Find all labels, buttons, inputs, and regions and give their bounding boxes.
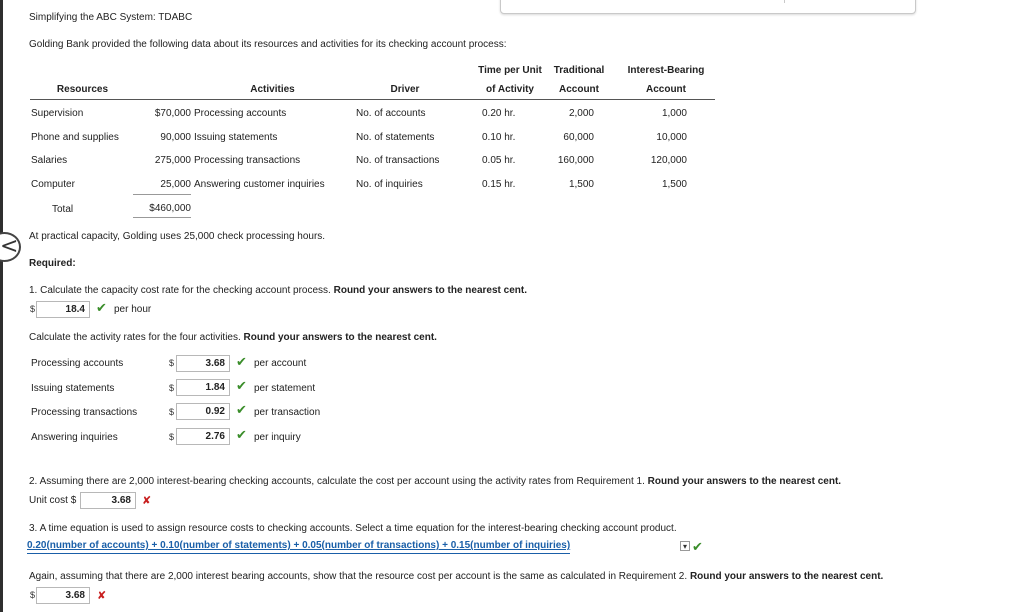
table-row-driver: No. of inquiries — [356, 179, 423, 190]
correct-check-icon: ✔ — [96, 301, 107, 316]
table-row-time: 0.15 hr. — [482, 179, 516, 190]
table-row-resource: Phone and supplies — [31, 132, 119, 143]
header-driver: Driver — [390, 84, 420, 95]
correct-check-icon: ✔ — [236, 379, 247, 394]
correct-check-icon: ✔ — [692, 540, 703, 555]
table-row-traditional: 1,500 — [568, 179, 594, 190]
rate-input-processing-accounts[interactable]: 3.68 — [176, 355, 230, 372]
table-row-traditional: 160,000 — [557, 155, 594, 166]
total-label: Total — [52, 204, 74, 215]
table-row-interest: 1,000 — [661, 108, 687, 119]
table-row-traditional: 2,000 — [568, 108, 594, 119]
table-row-amount: 275,000 — [154, 155, 191, 166]
time-equation-select[interactable]: 0.20(number of accounts) + 0.10(number of statements) + 0.05(number of transactions) + 0.15(number of inquiries) — [27, 540, 570, 554]
capacity-rate-input[interactable]: 18.4 — [36, 301, 90, 318]
table-row-amount: 25,000 — [160, 179, 191, 190]
header-traditional-line2: Account — [559, 84, 599, 95]
rate-currency: $ — [169, 383, 175, 393]
table-row-interest: 120,000 — [650, 155, 687, 166]
q2-label: Unit cost $ — [29, 495, 77, 506]
table-row-activity: Processing transactions — [194, 155, 301, 166]
capacity-note: At practical capacity, Golding uses 25,000 check processing hours. — [29, 231, 326, 242]
resource-cost-input[interactable]: 3.68 — [36, 587, 90, 604]
table-row-activity: Issuing statements — [194, 132, 278, 143]
left-window-edge — [0, 0, 3, 612]
rate-input-processing-transactions[interactable]: 0.92 — [176, 403, 230, 420]
unit-cost-input[interactable]: 3.68 — [80, 492, 136, 509]
top-input-panel[interactable] — [500, 0, 916, 14]
q1-unit: per hour — [114, 304, 152, 315]
table-row-time: 0.05 hr. — [482, 155, 516, 166]
header-interest-line2: Account — [646, 84, 686, 95]
chevron-down-icon[interactable]: ▾ — [680, 541, 690, 551]
rate-label: Answering inquiries — [31, 432, 118, 443]
incorrect-x-icon: ✘ — [142, 494, 152, 507]
table-row-activity: Answering customer inquiries — [194, 179, 325, 190]
incorrect-x-icon: ✘ — [97, 589, 107, 602]
rate-input-issuing-statements[interactable]: 1.84 — [176, 379, 230, 396]
table-row-interest: 1,500 — [661, 179, 687, 190]
q4-currency: $ — [30, 590, 36, 600]
panel-divider — [784, 0, 785, 3]
header-activities: Activities — [250, 84, 295, 95]
total-rule-bottom — [133, 217, 191, 218]
header-time-line2: of Activity — [486, 84, 534, 95]
rate-input-answering-inquiries[interactable]: 2.76 — [176, 428, 230, 445]
rate-currency: $ — [169, 358, 175, 368]
rate-unit: per transaction — [254, 407, 321, 418]
rate-currency: $ — [169, 432, 175, 442]
intro-text: Golding Bank provided the following data about its resources and activities for its checking account process: — [29, 39, 507, 50]
correct-check-icon: ✔ — [236, 428, 247, 443]
table-row-resource: Salaries — [31, 155, 68, 166]
table-row-driver: No. of transactions — [356, 155, 440, 166]
page-title: Simplifying the ABC System: TDABC — [29, 12, 193, 23]
table-row-driver: No. of statements — [356, 132, 435, 143]
total-amount: $460,000 — [149, 203, 191, 214]
table-row-traditional: 60,000 — [563, 132, 594, 143]
chevron-left-icon: < — [0, 234, 19, 259]
header-rule — [30, 99, 715, 100]
q1-currency: $ — [30, 304, 36, 314]
table-row-resource: Computer — [31, 179, 75, 190]
rate-label: Processing accounts — [31, 358, 124, 369]
rate-label: Processing transactions — [31, 407, 138, 418]
rate-currency: $ — [169, 407, 175, 417]
table-row-activity: Processing accounts — [194, 108, 287, 119]
header-time-line1: Time per Unit — [478, 65, 542, 76]
total-rule-top — [133, 194, 191, 195]
header-interest-line1: Interest-Bearing — [627, 65, 705, 76]
table-row-driver: No. of accounts — [356, 108, 426, 119]
correct-check-icon: ✔ — [236, 355, 247, 370]
rate-unit: per inquiry — [254, 432, 301, 443]
q2-prompt: 2. Assuming there are 2,000 interest-bearing checking accounts, calculate the cost per account using the activity rates from Requirement 1. Round your answers to the nearest cent. — [29, 476, 842, 487]
header-traditional-line1: Traditional — [553, 65, 605, 76]
q4-prompt: Again, assuming that there are 2,000 interest bearing accounts, show that the resource cost per account is the same as calculated in Requirement 2. Round your answers to the nearest cent. — [29, 571, 884, 582]
activity-rates-prompt: Calculate the activity rates for the four activities. Round your answers to the nearest cent. — [29, 332, 437, 343]
table-row-time: 0.20 hr. — [482, 108, 516, 119]
back-button[interactable] — [0, 232, 21, 262]
table-row-resource: Supervision — [31, 108, 84, 119]
header-resources: Resources — [56, 84, 109, 95]
q3-prompt: 3. A time equation is used to assign resource costs to checking accounts. Select a time equation for the interest-bearing checking account product. — [29, 523, 677, 534]
rate-unit: per statement — [254, 383, 316, 394]
table-row-amount: $70,000 — [154, 108, 191, 119]
required-heading: Required: — [29, 258, 76, 269]
table-row-amount: 90,000 — [160, 132, 191, 143]
table-row-time: 0.10 hr. — [482, 132, 516, 143]
table-row-interest: 10,000 — [656, 132, 687, 143]
rate-unit: per account — [254, 358, 307, 369]
q1-prompt: 1. Calculate the capacity cost rate for the checking account process. Round your answers to the nearest cent. — [29, 285, 527, 296]
rate-label: Issuing statements — [31, 383, 115, 394]
correct-check-icon: ✔ — [236, 403, 247, 418]
